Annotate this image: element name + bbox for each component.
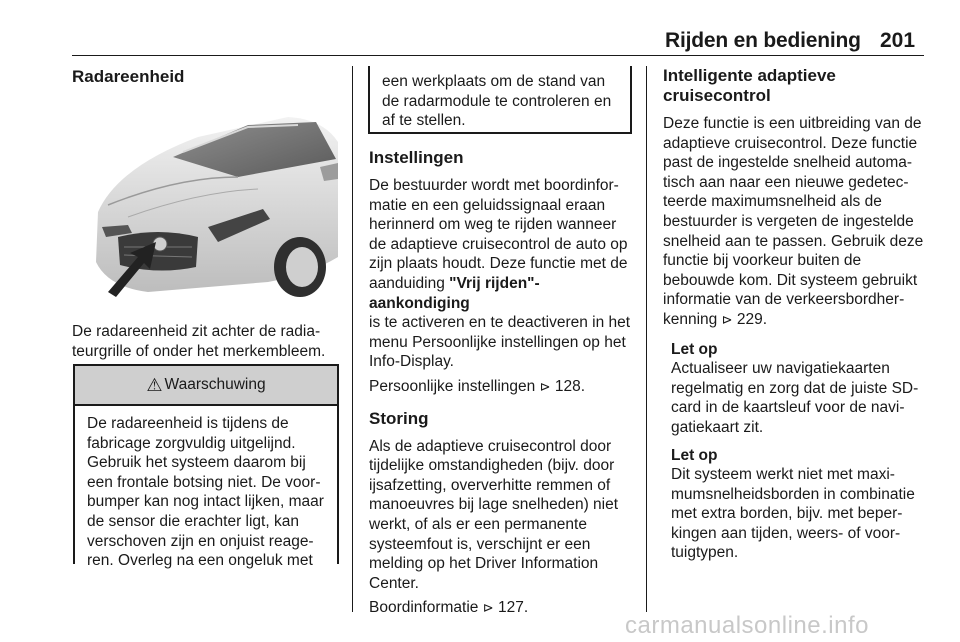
text-line: teurgrille of onder het merkembleem. — [72, 342, 326, 360]
bold-term: "Vrij rijden"-aankondiging — [369, 274, 540, 312]
reference-arrow-icon: ⊳ — [721, 311, 733, 327]
warning-line: Gebruik het systeem daarom bij — [87, 454, 306, 472]
note-line: Actualiseer uw navigatiekaarten — [671, 360, 890, 378]
column-3 — [663, 66, 928, 563]
warning-header — [75, 366, 337, 406]
text-line: teerde maximumsnelheid als de — [663, 193, 882, 211]
text-line: De radareenheid zit achter de radia- — [72, 323, 321, 340]
section-heading-intelligente-acc: cruisecontrol — [663, 86, 771, 105]
column-1 — [72, 66, 340, 87]
cross-reference[interactable] — [369, 598, 637, 618]
text-line: De bestuurder wordt met boordinfor- — [369, 177, 619, 194]
text-line: Als de adaptieve cruisecontrol door — [369, 437, 612, 455]
text-line: ijsafzetting, oververhitte remmen of — [369, 476, 611, 494]
text-line: werkt, of als er een permanente — [369, 515, 587, 533]
text-line: manoeuvres bij lage snelheden) niet — [369, 496, 619, 514]
warning-line: de radarmodule te controleren en — [382, 92, 612, 110]
warning-triangle-icon: ⚠ — [146, 374, 163, 395]
note-line: tuigtypen. — [671, 544, 739, 562]
note-line: Dit systeem werkt niet met maxi- — [671, 466, 895, 484]
page-number: 201 — [880, 29, 916, 52]
text-line: bebouwde kom. Dit systeem gebruikt — [663, 271, 918, 289]
cross-reference[interactable] — [663, 310, 928, 330]
warning-line: de sensor die erachter ligt, kan — [87, 512, 299, 530]
text-line: tijdelijke omstandigheden (bijv. door — [369, 457, 615, 475]
warning-line: verschoven zijn en onjuist reage- — [87, 532, 314, 550]
note-box — [671, 446, 928, 564]
warning-line: een frontale botsing niet. De voor- — [87, 473, 321, 491]
reference-text: kenning — [663, 310, 718, 328]
section-heading-storing: Storing — [369, 408, 429, 428]
warning-line: af te stellen. — [382, 112, 466, 130]
section-heading-intelligente-acc: Intelligente adaptieve — [663, 66, 836, 85]
note-line: kingen aan tijden, weers- of voor- — [671, 524, 901, 542]
text-line: adaptieve cruisecontrol. Deze functie — [663, 134, 918, 152]
warning-line: bumper kan nog intact lijken, maar — [87, 493, 324, 511]
radar-location-text — [72, 322, 340, 361]
text-line: is te activeren en te deactiveren in het — [369, 314, 631, 332]
cross-reference[interactable] — [369, 377, 637, 397]
note-line: card in de kaartsleuf voor de navi- — [671, 399, 905, 417]
column-divider-2 — [646, 66, 647, 612]
text-line: functie bij voorkeur buiten de — [663, 252, 862, 270]
warning-title: Waarschuwing — [164, 376, 266, 393]
reference-arrow-icon: ⊳ — [539, 378, 551, 394]
text-line: Center. — [369, 574, 419, 592]
text-run: aanduiding — [369, 274, 450, 292]
warning-line: fabricage zorgvuldig uitgelijnd. — [87, 434, 296, 452]
text-line: past de ingestelde snelheid automa- — [663, 154, 913, 172]
text-line: de adaptieve cruisecontrol de auto op — [369, 235, 628, 253]
reference-text: Persoonlijke instellingen — [369, 377, 536, 395]
text-line: matie en een geluidssignaal eraan — [369, 196, 606, 214]
text-line: systeemfout is, verschijnt er een — [369, 535, 591, 553]
warning-line: ren. Overleg na een ongeluk met — [87, 552, 313, 570]
text-line: informatie van de verkeersbordher- — [663, 291, 905, 309]
warning-line: een werkplaats om de stand van — [382, 73, 606, 90]
text-line: zijn plaats houdt. Deze functie met de — [369, 255, 628, 273]
section-heading-instellingen: Instellingen — [369, 148, 464, 167]
text-line: tisch aan naar een nieuwe gedetec- — [663, 173, 909, 191]
text-line: Deze functie is een uitbreiding van de — [663, 115, 922, 132]
section-heading-radareenheid: Radareenheid — [72, 67, 185, 86]
reference-arrow-icon: ⊳ — [482, 600, 494, 616]
note-line: mumsnelheidsborden in combinatie — [671, 485, 915, 503]
note-box — [671, 340, 928, 438]
car-front-icon — [88, 97, 338, 302]
note-line: met extra borden, bijv. met beper- — [671, 505, 903, 523]
reference-page: 127. — [497, 599, 529, 617]
column-2 — [369, 148, 637, 618]
text-line: herinnerd om weg te rijden wanneer — [369, 216, 617, 234]
car-radar-illustration — [88, 97, 338, 302]
warning-body — [75, 406, 337, 571]
note-line: gatiekaart zit. — [671, 418, 764, 436]
text-line — [369, 274, 637, 313]
text-line: bestuurder is vergeten de ingestelde — [663, 212, 914, 230]
warning-line: De radareenheid is tijdens de — [87, 415, 289, 432]
reference-page: 128. — [554, 377, 585, 395]
text-line: Info-Display. — [369, 353, 454, 371]
text-line: melding op het Driver Information — [369, 555, 599, 573]
note-line: regelmatig en zorg dat de juiste SD- — [671, 379, 919, 397]
column-divider-1 — [352, 66, 353, 612]
text-line: menu Persoonlijke instellingen op het — [369, 333, 626, 351]
reference-text: Boordinformatie — [369, 599, 479, 617]
text-line: snelheid aan te passen. Gebruik deze — [663, 232, 924, 250]
header-rule — [72, 55, 924, 56]
note-title: Let op — [671, 446, 718, 464]
warning-continuation-box — [368, 66, 632, 134]
watermark: carmanualsonline.info — [625, 612, 869, 639]
reference-page: 229. — [736, 310, 767, 328]
note-title: Let op — [671, 340, 718, 358]
warning-box — [73, 364, 339, 570]
running-header-title: Rijden en bediening — [665, 29, 861, 52]
